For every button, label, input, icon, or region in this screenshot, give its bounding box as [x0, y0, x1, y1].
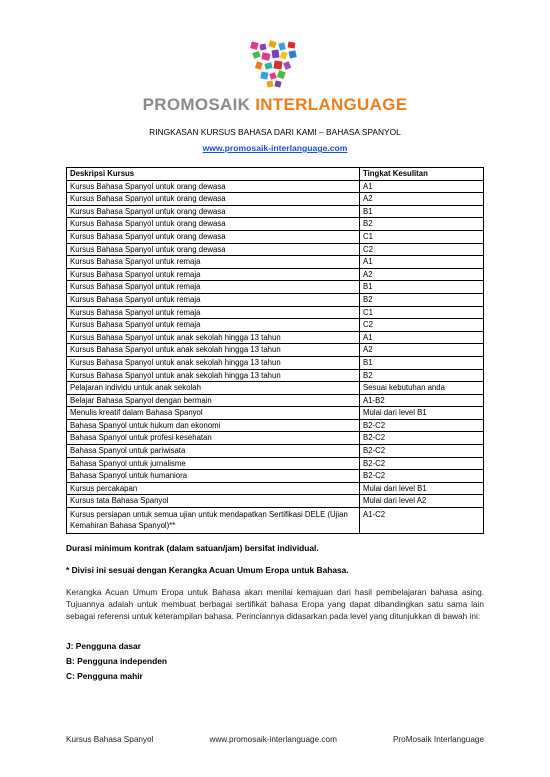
course-description-cell: Kursus Bahasa Spanyol untuk anak sekolah hingga 13 tahun [67, 331, 360, 344]
website-link[interactable]: www.promosaik-interlanguage.com [202, 143, 348, 153]
table-row [67, 331, 484, 344]
table-row [67, 243, 484, 256]
level-proficient: C: Pengguna mahir [66, 671, 143, 681]
difficulty-level-cell: Mulai dari level B1 [360, 407, 484, 420]
table-header-row [67, 168, 484, 181]
course-description-cell: Kursus Bahasa Spanyol untuk remaja [67, 281, 360, 294]
level-independent: B: Pengguna independen [66, 656, 167, 666]
course-description-cell: Kursus Bahasa Spanyol untuk orang dewasa [67, 230, 360, 243]
course-description-cell: Bahasa Spanyol untuk hukum dan ekonomi [67, 419, 360, 432]
level-basic: J: Pengguna dasar [66, 641, 141, 651]
course-description-cell: Kursus Bahasa Spanyol untuk anak sekolah hingga 13 tahun [67, 344, 360, 357]
table-row [67, 356, 484, 369]
table-row [67, 306, 484, 319]
division-note: * Divisi ini sesuai dengan Kerangka Acuan Umum Eropa untuk Bahasa. [66, 565, 349, 575]
table-row [67, 293, 484, 306]
difficulty-level-cell: B1 [360, 356, 484, 369]
duration-note: Durasi minimum kontrak (dalam satuan/jam) bersifat individual. [66, 543, 319, 553]
course-description-cell: Kursus percakapan [67, 482, 360, 495]
table-row [67, 495, 484, 508]
difficulty-level-cell: Sesuai kebutuhan anda [360, 382, 484, 395]
table-row [67, 432, 484, 445]
table-row [67, 268, 484, 281]
table-row [67, 508, 484, 534]
column-header-description: Deskripsi Kursus [67, 168, 360, 181]
page-title: RINGKASAN KURSUS BAHASA DARI KAMI – BAHASA SPANYOL [149, 127, 401, 137]
difficulty-level-cell: B2 [360, 293, 484, 306]
difficulty-level-cell: A1-C2 [360, 508, 484, 534]
table-row [67, 218, 484, 231]
footer-brand: ProMosaik Interlanguage [392, 735, 484, 744]
table-row [67, 382, 484, 395]
page-footer [66, 735, 484, 744]
difficulty-level-cell: B2 [360, 218, 484, 231]
table-row [67, 482, 484, 495]
table-row [67, 457, 484, 470]
table-row [67, 419, 484, 432]
column-header-level: Tingkat Kesulitan [360, 168, 484, 181]
course-description-cell: Kursus persiapan untuk semua ujian untuk mendapatkan Sertifikasi DELE (Ujian Kemahiran Bahasa Spanyol)** [67, 508, 360, 534]
difficulty-level-cell: Mulai dari level B1 [360, 482, 484, 495]
course-description-cell: Bahasa Spanyol untuk pariwisata [67, 445, 360, 458]
framework-paragraph: Kerangka Acuan Umum Eropa untuk Bahasa akan menilai kemajuan dari hasil pembelajaran bahasa asing. Tujuannya adalah untuk membuat berbagai sertifikat bahasa Eropa yang dapat dibandingkan satu sama lain sebagai referensi untuk keterampilan bahasa. Perinciannya didasarkan pada level yang ditunjukkan di bawah ini: [66, 587, 484, 621]
logo [0, 40, 550, 114]
difficulty-level-cell: A1 [360, 180, 484, 193]
difficulty-level-cell: B1 [360, 205, 484, 218]
difficulty-level-cell: A2 [360, 268, 484, 281]
course-description-cell: Kursus Bahasa Spanyol untuk orang dewasa [67, 180, 360, 193]
table-body [67, 180, 484, 533]
table-row [67, 369, 484, 382]
course-description-cell: Kursus Bahasa Spanyol untuk remaja [67, 319, 360, 332]
table-row [67, 230, 484, 243]
mosaic-logo-icon [247, 40, 303, 90]
course-description-cell: Kursus Bahasa Spanyol untuk remaja [67, 256, 360, 269]
difficulty-level-cell: B2-C2 [360, 470, 484, 483]
difficulty-level-cell: A2 [360, 344, 484, 357]
course-description-cell: Bahasa Spanyol untuk jurnalisme [67, 457, 360, 470]
table-row [67, 256, 484, 269]
table-row [67, 319, 484, 332]
table-row [67, 394, 484, 407]
brand-name: PROMOSAIK INTERLANGUAGE [142, 95, 408, 114]
footer-course: Kursus Bahasa Spanyol [66, 735, 154, 744]
table-row [67, 470, 484, 483]
course-description-cell: Kursus Bahasa Spanyol untuk orang dewasa [67, 193, 360, 206]
course-description-cell: Kursus Bahasa Spanyol untuk remaja [67, 306, 360, 319]
difficulty-level-cell: B2-C2 [360, 419, 484, 432]
course-description-cell: Belajar Bahasa Spanyol dengan bermain [67, 394, 360, 407]
course-description-cell: Kursus Bahasa Spanyol untuk anak sekolah hingga 13 tahun [67, 369, 360, 382]
course-description-cell: Kursus Bahasa Spanyol untuk remaja [67, 268, 360, 281]
footer-website[interactable]: www.promosaik-interlanguage.com [209, 735, 337, 744]
course-description-cell: Kursus tata Bahasa Spanyol [67, 495, 360, 508]
difficulty-level-cell: C1 [360, 230, 484, 243]
table-row [67, 180, 484, 193]
difficulty-level-cell: B2-C2 [360, 457, 484, 470]
difficulty-level-cell: C2 [360, 319, 484, 332]
table-row [67, 281, 484, 294]
table-row [67, 193, 484, 206]
difficulty-level-cell: A1-B2 [360, 394, 484, 407]
difficulty-level-cell: C2 [360, 243, 484, 256]
difficulty-level-cell: B2 [360, 369, 484, 382]
difficulty-level-cell: A1 [360, 256, 484, 269]
difficulty-level-cell: B2-C2 [360, 432, 484, 445]
table-row [67, 205, 484, 218]
difficulty-level-cell: A2 [360, 193, 484, 206]
course-description-cell: Bahasa Spanyol untuk humaniora [67, 470, 360, 483]
course-description-cell: Menulis kreatif dalam Bahasa Spanyol [67, 407, 360, 420]
course-description-cell: Kursus Bahasa Spanyol untuk anak sekolah hingga 13 tahun [67, 356, 360, 369]
course-description-cell: Pelajaran individu untuk anak sekolah [67, 382, 360, 395]
difficulty-level-cell: A1 [360, 331, 484, 344]
difficulty-level-cell: B1 [360, 281, 484, 294]
course-description-cell: Kursus Bahasa Spanyol untuk remaja [67, 293, 360, 306]
course-description-cell: Kursus Bahasa Spanyol untuk orang dewasa [67, 243, 360, 256]
course-description-cell: Bahasa Spanyol untuk profesi kesehatan [67, 432, 360, 445]
difficulty-level-cell: Mulai dari level A2 [360, 495, 484, 508]
course-description-cell: Kursus Bahasa Spanyol untuk orang dewasa [67, 205, 360, 218]
table-row [67, 344, 484, 357]
table-row [67, 445, 484, 458]
difficulty-level-cell: B2-C2 [360, 445, 484, 458]
difficulty-level-cell: C1 [360, 306, 484, 319]
course-description-cell: Kursus Bahasa Spanyol untuk orang dewasa [67, 218, 360, 231]
course-table [66, 167, 484, 534]
table-row [67, 407, 484, 420]
